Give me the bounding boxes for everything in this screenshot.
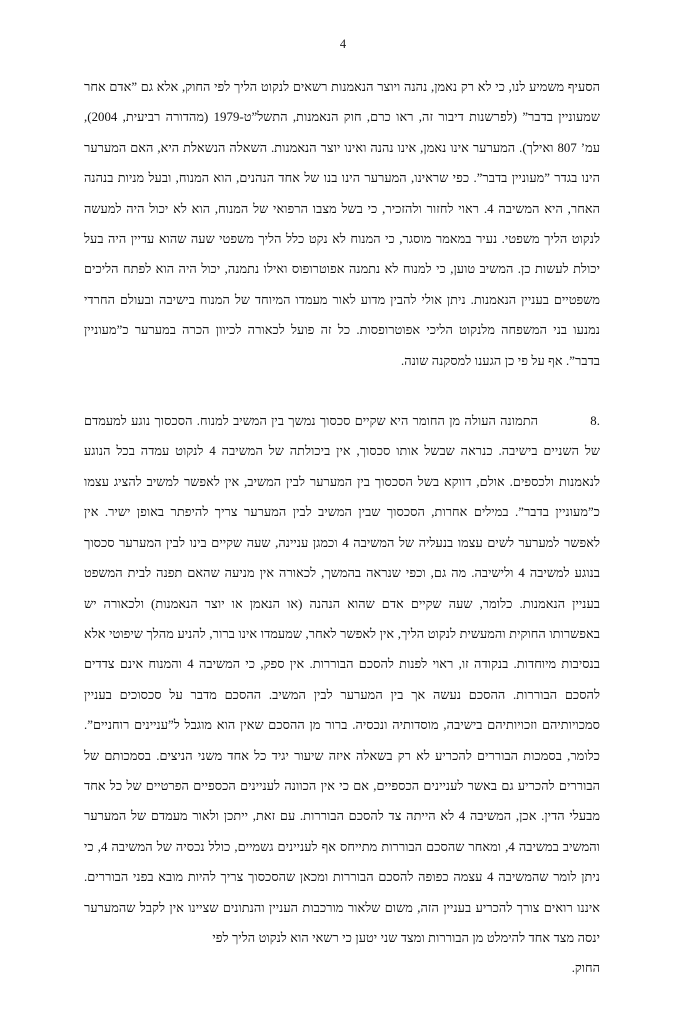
paragraph-8-text: התמונה העולה מן החומר היא שקיים סכסוך נמשך בין המשיב למנוח. הסכסוך נוגע למעמדם של השניים בישיבה. כנראה שבשל אותו סכסוך, אין ביכולתה של המשיבה 4 לנקוט עמדה בכל הנוגע לנאמנות ולכספים. אולם, דווקא בשל הסכסוך בין המערער לבין המשיב, אין לאפשר למשיב להציג עצמו כ”מעוניין בדבר”. במילים אחרות, הסכסוך שבין המשיב לבין המערער צריך להיפתר באופן ישיר. אין לאפשר למערער לשים עצמו בנעליה של המשיבה 4 וכמגן עניינה, שעה שקיים בינו לבין המערער סכסוך בנוגע למשיבה 4 ולישיבה. מה גם, וכפי שנראה בהמשך, לכאורה אין מניעה שהאם תפנה לבית המשפט בעניין הנאמנות. כלומר, שעה שקיים אדם שהוא הנהנה (או הנאמן או יוצר הנאמנות) ולכאורה יש באפשרותו החוקית והמעשית לנקוט הליך, אין לאפשר לאחר, שמעמדו אינו ברור, להניע מהלך שיפוטי אלא בנסיבות מיוחדות. בנקודה זו, ראוי לפנות להסכם הבוררות. אין ספק, כי המשיבה 4 והמנוח אינם צדדים להסכם הבוררות. ההסכם נעשה אך בין המערער לבין המשיב. ההסכם מדבר על סכסוכים בעניין סמכויותיהם וזכויותיהם בישיבה, מוסדותיה ונכסיה. ברור מן ההסכם שאין הוא מוגבל ל”עניינים רוחניים”. כלומר, בסמכות הבוררים להכריע לא רק בשאלה איזה שיעור יגיד כל אחד משני הניצים. בסמכותם של הבוררים להכריע גם באשר לעניינים הכספיים, אם כי אין הכוונה לעניינים הכספיים הפרטיים של כל אחד מבעלי הדין. אכן, המשיבה 4 לא הייתה צד להסכם הבוררות. עם זאת, ייתכן ולאור מעמדם של המערער והמשיב במשיבה 4, ומאחר שהסכם הבוררות מתייחס אף לעניינים גשמיים, כולל נכסיה של המשיבה 4, כי ניתן לומר שהמשיבה 4 עצמה כפופה להסכם הבוררות ומכאן שהסכסוך צריך להיות מובא בפני הבוררים. איננו רואים צורך להכריע בעניין הזה, משום שלאור מורכבות העניין והנתונים שציינו אין לקבל שהמערער ינסה מצד אחד להימלט מן הבוררות ומצד שני יטען כי רשאי הוא לנקוט הליך לפי bbox=[84, 414, 601, 945]
page-number: 4 bbox=[339, 37, 347, 51]
paragraph-continued-text: הסעיף משמיע לנו, כי לא רק נאמן, נהנה ויוצר הנאמנות רשאים לנקוט הליך לפי החוק, אלא גם ”אדם אחר שמעוניין בדבר” (לפרשנות דיבור זה, ראו כרם, חוק הנאמנות, התשל”ט-1979 (מהדורה רביעית, 2004), עמ’ 807 ואילך). המערער אינו נאמן, אינו נהנה ואינו יוצר הנאמנות. השאלה הנשאלת היא, האם המערער הינו בגדר ”מעוניין בדבר”. כפי שראינו, המערער הינו בנו של אחד הנהנים, הוא המנוח, ובעל מניות בנהנה האחר, היא המשיבה 4. ראוי לחזור ולהזכיר, כי בשל מצבו הרפואי של המנוח, הוא לא יכול היה למעשה לנקוט הליך משפטי. נעיר במאמר מוסגר, כי המנוח לא נקט כלל הליך משפטי שעה שהוא עדיין היה בעל יכולת לעשות כן. המשיב טוען, כי למנוח לא נתמנה אפוטרופוס ואילו נתמנה, יכול היה הוא לפתח הליכים משפטיים בעניין הנאמנות. ניתן אולי להבין מדוע לאור מעמדו המיוחד של המנוח בישיבה ובעולם החרדי נמנעו בני המשפחה מלנקוט הליכי אפוטרופסות. כל זה פועל לכאורה לכיוון הכרה במערער כ”מעוניין בדבר”. אף על פי כן הגענו למסקנה שונה. bbox=[84, 80, 600, 368]
paragraph-continued bbox=[84, 72, 600, 376]
document-body bbox=[84, 72, 600, 984]
paragraph-8-number: .8 bbox=[590, 414, 600, 429]
paragraph-8 bbox=[84, 406, 600, 953]
final-line: החוק. bbox=[571, 961, 600, 976]
